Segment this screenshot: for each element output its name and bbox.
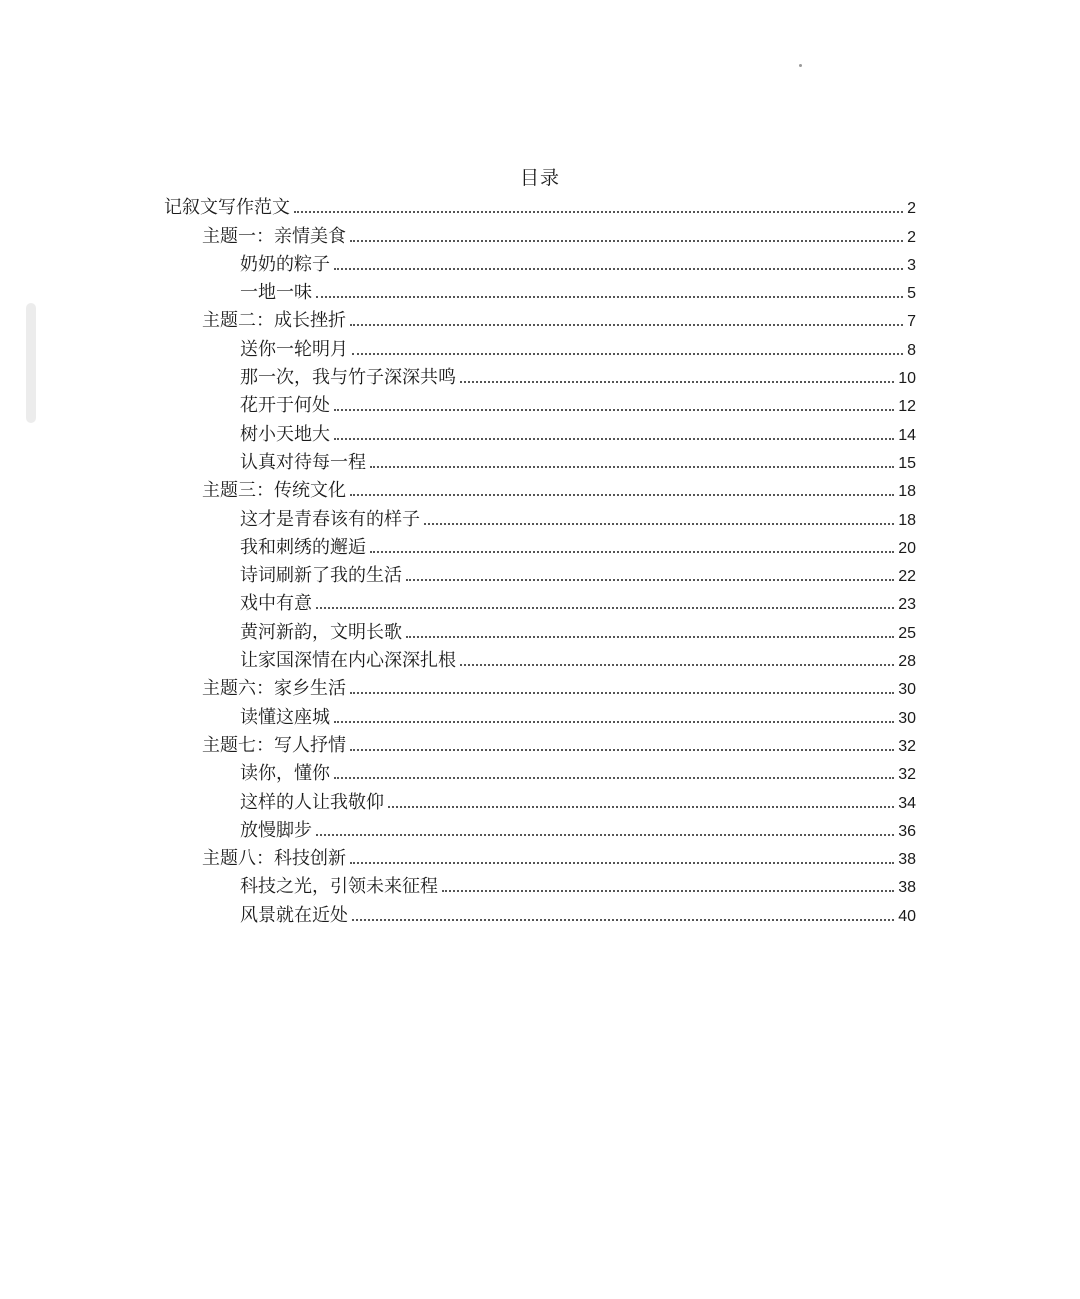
toc-page-number: 34 (898, 794, 916, 812)
toc-entry-title: 读懂这座城 (240, 706, 330, 728)
toc-page-number: 12 (898, 398, 916, 416)
toc-entry-title: 科技之光，引领未来征程 (240, 876, 438, 898)
toc-entry-title: 认真对待每一程 (240, 451, 366, 473)
toc-entry-title: 戏中有意 (240, 593, 312, 615)
toc-entry[interactable] (0, 646, 1080, 674)
toc-page-number: 20 (898, 539, 916, 557)
toc-entry[interactable] (0, 533, 1080, 561)
toc-entry-title: 花开于何处 (240, 395, 330, 417)
toc-entry[interactable] (0, 250, 1080, 278)
toc-page-number: 5 (907, 285, 916, 303)
toc-entry-title: 主题三：传统文化 (202, 480, 346, 502)
toc-page-number: 2 (907, 228, 916, 246)
toc-entry[interactable] (0, 419, 1080, 447)
toc-dot-leader (350, 692, 894, 694)
toc-page-number: 18 (898, 483, 916, 501)
toc-entry[interactable] (0, 278, 1080, 306)
toc-dot-leader (334, 777, 894, 779)
toc-dot-leader (370, 466, 894, 468)
toc-entry-title: 放慢脚步 (240, 819, 312, 841)
toc-dot-leader (350, 494, 894, 496)
toc-entry[interactable] (0, 900, 1080, 928)
toc-page-number: 2 (907, 200, 916, 218)
toc-entry[interactable] (0, 872, 1080, 900)
toc-page-number: 18 (898, 511, 916, 529)
toc-entry[interactable] (0, 476, 1080, 504)
toc-dot-leader (334, 268, 903, 270)
toc-page-number: 3 (907, 256, 916, 274)
toc-entry[interactable] (0, 759, 1080, 787)
toc-entry[interactable] (0, 334, 1080, 362)
toc-entry-title: 风景就在近处 (240, 904, 348, 926)
toc-page-number: 32 (898, 737, 916, 755)
toc-entry[interactable] (0, 617, 1080, 645)
toc-entry-title: 读你，懂你 (240, 763, 330, 785)
toc-entry[interactable] (0, 306, 1080, 334)
toc-dot-leader (334, 409, 894, 411)
toc-entry-title: 那一次，我与竹子深深共鸣 (240, 367, 456, 389)
toc-entry[interactable] (0, 787, 1080, 815)
toc-page-number: 10 (898, 370, 916, 388)
toc-page-number: 30 (898, 681, 916, 699)
toc-entry-title: 这才是青春该有的样子 (240, 508, 420, 530)
toc-dot-leader (460, 664, 894, 666)
toc-dot-leader (334, 721, 894, 723)
toc-page-number: 14 (898, 426, 916, 444)
toc-page-number: 30 (898, 709, 916, 727)
toc-dot-leader (406, 579, 894, 581)
toc-entry[interactable] (0, 844, 1080, 872)
toc-page-number: 15 (898, 454, 916, 472)
toc-entry-title: 主题六：家乡生活 (202, 678, 346, 700)
toc-entry[interactable] (0, 221, 1080, 249)
toc-entry-title: 主题七：写人抒情 (202, 734, 346, 756)
toc-entry[interactable] (0, 363, 1080, 391)
toc-page-number: 32 (898, 766, 916, 784)
toc-dot-leader (316, 296, 903, 298)
toc-page-number: 36 (898, 822, 916, 840)
toc-dot-leader (350, 240, 903, 242)
toc-entry[interactable] (0, 589, 1080, 617)
toc-page-number: 8 (907, 341, 916, 359)
toc-entry[interactable] (0, 702, 1080, 730)
toc-dot-leader (424, 523, 894, 525)
toc-entry-title: 诗词刷新了我的生活 (240, 565, 402, 587)
toc-entry-title: 主题一：亲情美食 (202, 225, 346, 247)
toc-dot-leader (460, 381, 894, 383)
toc-page-number: 38 (898, 879, 916, 897)
toc-page-number: 22 (898, 568, 916, 586)
toc-page-number: 40 (898, 907, 916, 925)
toc-dot-leader (350, 324, 903, 326)
toc-entry-title: 记叙文写作范文 (164, 197, 290, 219)
toc-dot-leader (352, 353, 903, 355)
toc-entry[interactable] (0, 391, 1080, 419)
toc-page-number: 25 (898, 624, 916, 642)
toc-entry[interactable] (0, 731, 1080, 759)
toc-entry-title: 黄河新韵，文明长歌 (240, 621, 402, 643)
toc-dot-leader (388, 806, 894, 808)
toc-dot-leader (350, 749, 894, 751)
toc-entry-title: 这样的人让我敬仰 (240, 791, 384, 813)
toc-dot-leader (406, 636, 894, 638)
toc-dot-leader (350, 862, 894, 864)
toc-entry[interactable] (0, 504, 1080, 532)
toc-dot-leader (370, 551, 894, 553)
toc-entry-title: 送你一轮明月 (240, 338, 348, 360)
toc-page-number: 7 (907, 313, 916, 331)
toc-dot-leader (294, 211, 903, 213)
toc-entry-title: 一地一味 (240, 282, 312, 304)
toc-entry-title: 我和刺绣的邂逅 (240, 536, 366, 558)
toc-entry-title: 主题二：成长挫折 (202, 310, 346, 332)
toc-dot-leader (316, 834, 894, 836)
toc-entry[interactable] (0, 193, 1080, 221)
toc-title: 目录 (519, 167, 560, 189)
toc-entry-title: 主题八：科技创新 (202, 848, 346, 870)
toc-entry-title: 树小天地大 (240, 423, 330, 445)
toc-dot-leader (442, 890, 894, 892)
table-of-contents (0, 193, 1080, 929)
toc-entry[interactable] (0, 816, 1080, 844)
toc-page-number: 38 (898, 851, 916, 869)
toc-entry[interactable] (0, 448, 1080, 476)
toc-entry[interactable] (0, 561, 1080, 589)
toc-dot-leader (316, 607, 894, 609)
toc-entry-title: 让家国深情在内心深深扎根 (240, 650, 456, 672)
toc-dot-leader (334, 438, 894, 440)
toc-page-number: 23 (898, 596, 916, 614)
stray-mark (799, 64, 802, 67)
toc-page-number: 28 (898, 653, 916, 671)
toc-entry[interactable] (0, 674, 1080, 702)
toc-entry-title: 奶奶的粽子 (240, 253, 330, 275)
toc-dot-leader (352, 919, 894, 921)
